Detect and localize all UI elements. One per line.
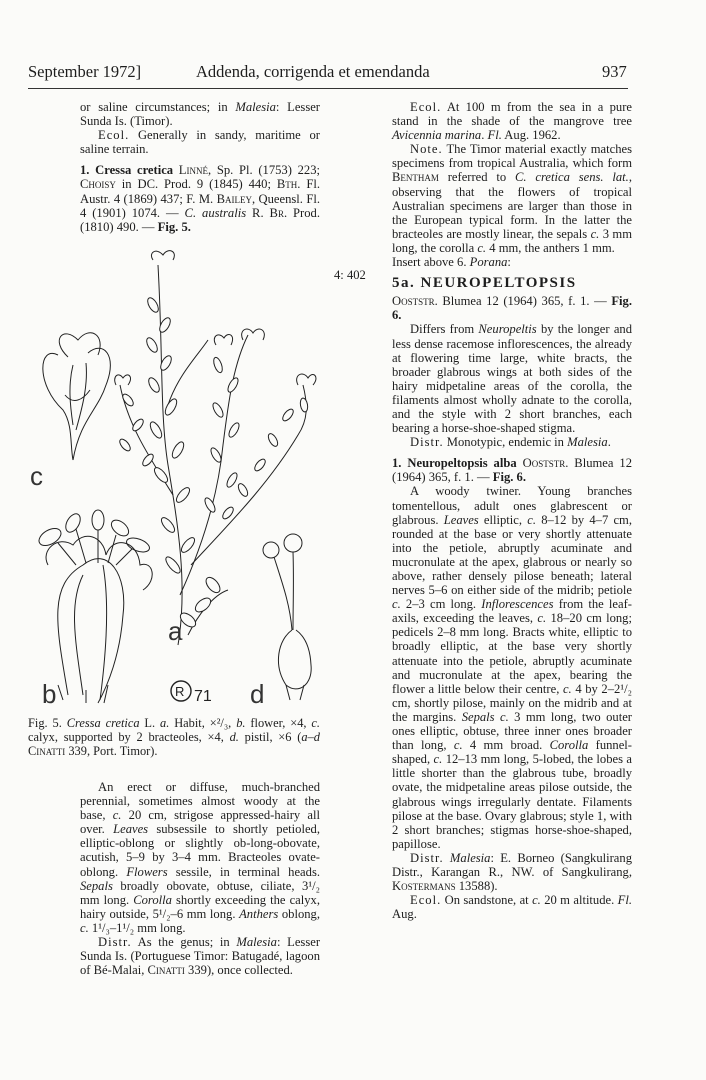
header-rule xyxy=(28,88,628,89)
right-column xyxy=(392,100,632,921)
header-date: September 1972] xyxy=(28,62,142,81)
distribution-paragraph: Distr. As the genus; in Malesia: Lesser Sunda Is. (Portuguese Timor: Batugadé, lagoon of Bé-Malai, Cinatti 339), once collected. xyxy=(80,935,321,978)
species-description: A woody twiner. Young branches tomentellous, adult ones glabrescent or glabrous. Leaves elliptic, c. 8–12 by 4–7 cm, rounded at the base or very shortly attenuate into the petiole, abruptly acuminate and mucronulate at the apex, glabrous or nearly so above, rather densely pilose beneath; lateral nerves 5–6 on either side of the midrib; petiole c. 2–3 cm long. Inflorescences from the leaf-axils, exceeding the leaves, c. 18–20 cm long; pedicels 2–8 mm long. Bracts white, elliptic to broadly elliptic, at the base very shortly attenuate into the petiole, abruptly acuminate and mucronulate at the apex, bearing the flower a little below their centre, c. 4 by 2–2¹/₂ cm, shortly pilose, mainly on the midrib and at the margins. Sepals c. 3 mm long, two outer ones elliptic, obtuse, three inner ones broader than long, c. 4 mm broad. Corolla funnel-shaped, c. 12–13 mm long, 5-lobed, the lobes a little shorter than the glabrous tube, broadly ovate, the midpetaline areas pilose outside, the glabrous wings irregularly dentate. Filaments pilose at the base. Ovary glabrous; style 1, with 2 short branches; stigmas horse-shoe-shaped, papillose. xyxy=(392,484,633,851)
margin-reference: 4: 402 xyxy=(334,268,366,282)
botanical-illustration xyxy=(28,245,328,715)
left-column-top xyxy=(80,100,320,234)
header-title: Addenda, corrigenda et emendanda xyxy=(196,62,430,81)
flower-drawing xyxy=(36,510,152,703)
habit-drawing xyxy=(115,251,316,645)
running-header xyxy=(28,62,628,86)
species-citation: 1. Cressa cretica Linné, Sp. Pl. (1753) 223; Choisy in DC. Prod. 9 (1845) 440; Bth. Fl. Austr. 4 (1869) 437; F. M. Bailey, Queensl. Fl. 4 (1901) 1074. — C. australis R. Br. Prod. (1810) 490. — Fig. 5. xyxy=(80,163,320,234)
species-distribution: Distr. Malesia: E. Borneo (Sangkulirang Distr., Karangan R., NW. of Sangkulirang, Kostermans 13588). xyxy=(392,850,632,894)
ecology-paragraph: Ecol. Generally in sandy, maritime or saline terrain. xyxy=(80,128,320,157)
left-column-bottom xyxy=(80,780,320,977)
fig-label-b: b xyxy=(42,679,57,709)
page-number: 937 xyxy=(602,62,627,81)
pistil-drawing xyxy=(263,534,311,700)
paragraph: or saline circumstances; in Malesia: Lesser Sunda Is. (Timor). xyxy=(80,100,320,129)
fig-label-a: a xyxy=(168,616,183,646)
genus-citation: Ooststr. Blumea 12 (1964) 365, f. 1. — Fig. 6. xyxy=(392,294,632,323)
monogram-year: 71 xyxy=(194,688,212,705)
description-paragraph: An erect or diffuse, much-branched perennial, sometimes almost woody at the base, c. 20 cm, strigose appressed-hairy all over. Leaves subsessile to shortly petioled, elliptic-oblong or slightly ob-long-obovate, acutish, 5–9 by 3–4 mm. Bracteoles ovate-oblong. Flowers sessile, in terminal heads. Sepals broadly obovate, obtuse, ciliate, 3¹/₂ mm long. Corolla shortly exceeding the calyx, hairy outside, 5¹/₂–6 mm long. Anthers oblong, c. 1¹/₃–1¹/₂ mm long. xyxy=(80,780,320,935)
illustrator-monogram xyxy=(171,681,212,705)
species-citation: 1. Neuropeltopsis alba Ooststr. Blumea 12 (1964) 365, f. 1. — Fig. 6. xyxy=(392,456,633,485)
genus-diagnosis: Differs from Neuropeltis by the longer and less dense racemose inflorescences, the already at flowering time large, white bracts, the broader glabrous wings at both sides of the hairy midpetaline areas of the corolla, the filaments almost wholly adnate to the corolla, and the style with 2 short branches, each bearing a horse-shoe-shaped stigma. xyxy=(392,322,633,436)
species-ecology: Ecol. On sandstone, at c. 20 m altitude. Fl. Aug. xyxy=(392,893,632,922)
genus-heading: 5a. NEUROPELTOPSIS xyxy=(392,275,577,292)
fig-label-d: d xyxy=(250,679,265,709)
figure-caption: Fig. 5. Cressa cretica L. a. Habit, ×²/₃, b. flower, ×4, c. calyx, supported by 2 bracteoles, ×4, d. pistil, ×6 (a–d Cinatti 339, Port. Timor). xyxy=(28,716,321,759)
fig-label-c: c xyxy=(30,461,43,491)
calyx-drawing xyxy=(43,333,111,460)
insert-line: Insert above 6. Porana: xyxy=(392,255,511,270)
svg-text:R: R xyxy=(175,684,185,699)
genus-distribution: Distr. Monotypic, endemic in Malesia. xyxy=(410,435,611,450)
note-paragraph: Note. The Timor material exactly matches specimens from tropical Australia, which form Bentham referred to C. cretica sens. lat., observing that the flowers of tropical Australian specimens are larger than those in the European typical form. In the latter the bracteoles are mostly linear, the sepals c. 3 mm long, the corolla c. 4 mm, the anthers 1 mm. xyxy=(392,142,632,255)
ecology-paragraph: Ecol. At 100 m from the sea in a pure stand in the shade of the mangrove tree Avicennia marina. Fl. Aug. 1962. xyxy=(392,100,632,143)
